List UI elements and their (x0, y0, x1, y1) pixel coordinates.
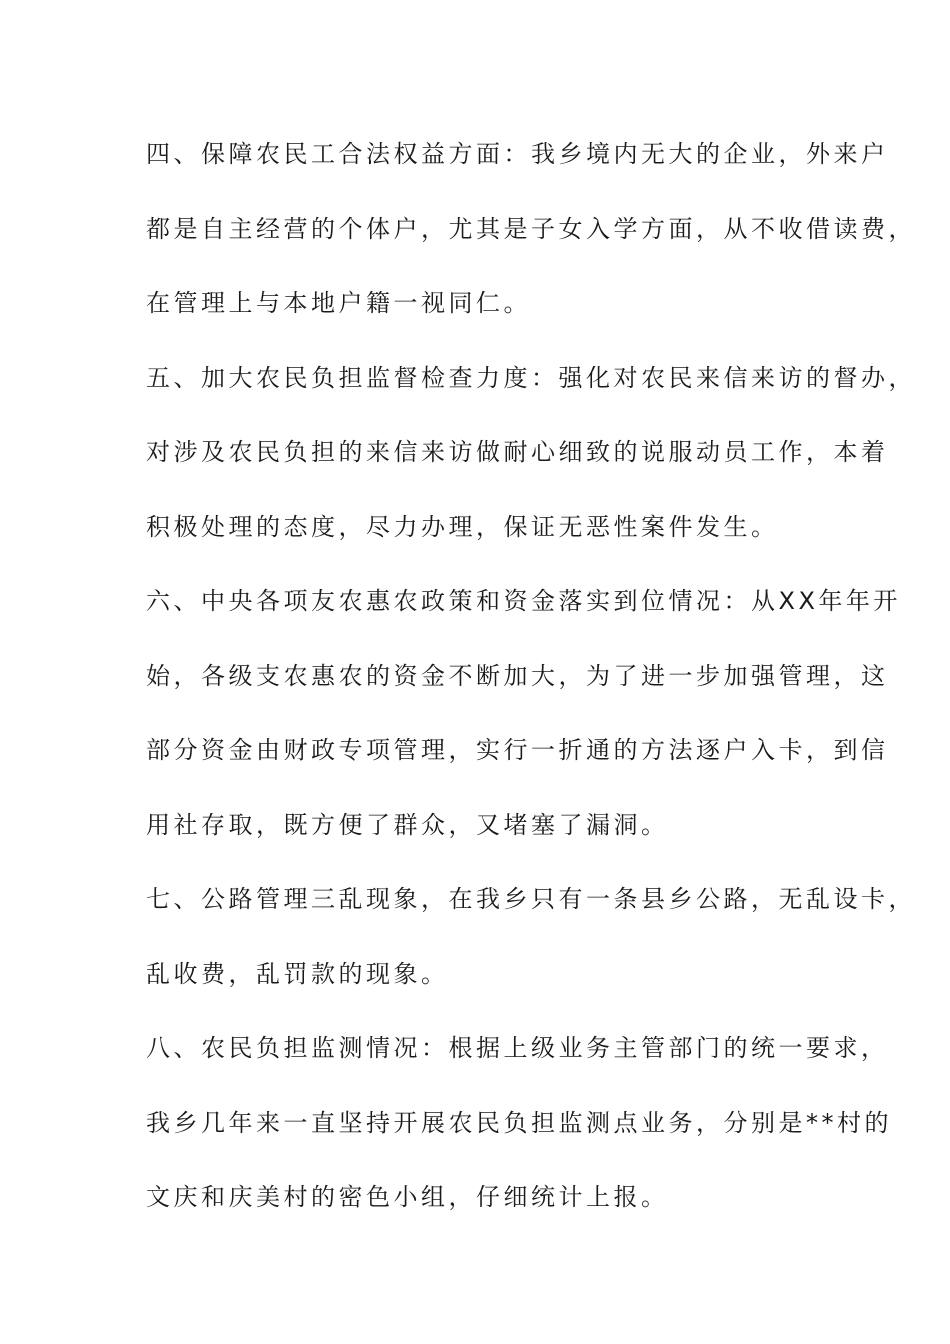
text-line: 文庆和庆美村的密色小组，仔细统计上报。 (146, 1183, 669, 1211)
text-line: 积极处理的态度，尽力办理，保证无恶性案件发生。 (146, 512, 779, 541)
text-line: 四、保障农民工合法权益方面：我乡境内无大的企业，外来户 (146, 140, 889, 168)
document-body (146, 132, 916, 1250)
text-line: 始，各级支农惠农的资金不断加大，为了进一步加强管理，这 (146, 661, 889, 690)
text-line: 五、加大农民负担监督检查力度：强化对农民来信来访的督办， (146, 363, 916, 392)
text-line: 七、公路管理三乱现象，在我乡只有一条县乡公路，无乱设卡， (146, 885, 916, 913)
text-line: 八、农民负担监测情况：根据上级业务主管部门的统一要求， (146, 1034, 889, 1062)
text-line: 都是自主经营的个体户，尤其是子女入学方面，从不收借读费， (146, 214, 916, 243)
text-line: 部分资金由财政专项管理，实行一折通的方法逐户入卡，到信 (146, 736, 889, 764)
text-line: 六、中央各项友农惠农政策和资金落实到位情况：从XX年年开 (146, 587, 901, 615)
text-line: 对涉及农民负担的来信来访做耐心细致的说服动员工作，本着 (146, 438, 889, 466)
text-line: 乱收费，乱罚款的现象。 (146, 959, 449, 988)
text-line: 在管理上与本地户籍一视同仁。 (146, 289, 531, 317)
text-line: 用社存取，既方便了群众，又堵塞了漏洞。 (146, 810, 669, 839)
text-line: 我乡几年来一直坚持开展农民负担监测点业务，分别是**村的 (146, 1108, 892, 1137)
